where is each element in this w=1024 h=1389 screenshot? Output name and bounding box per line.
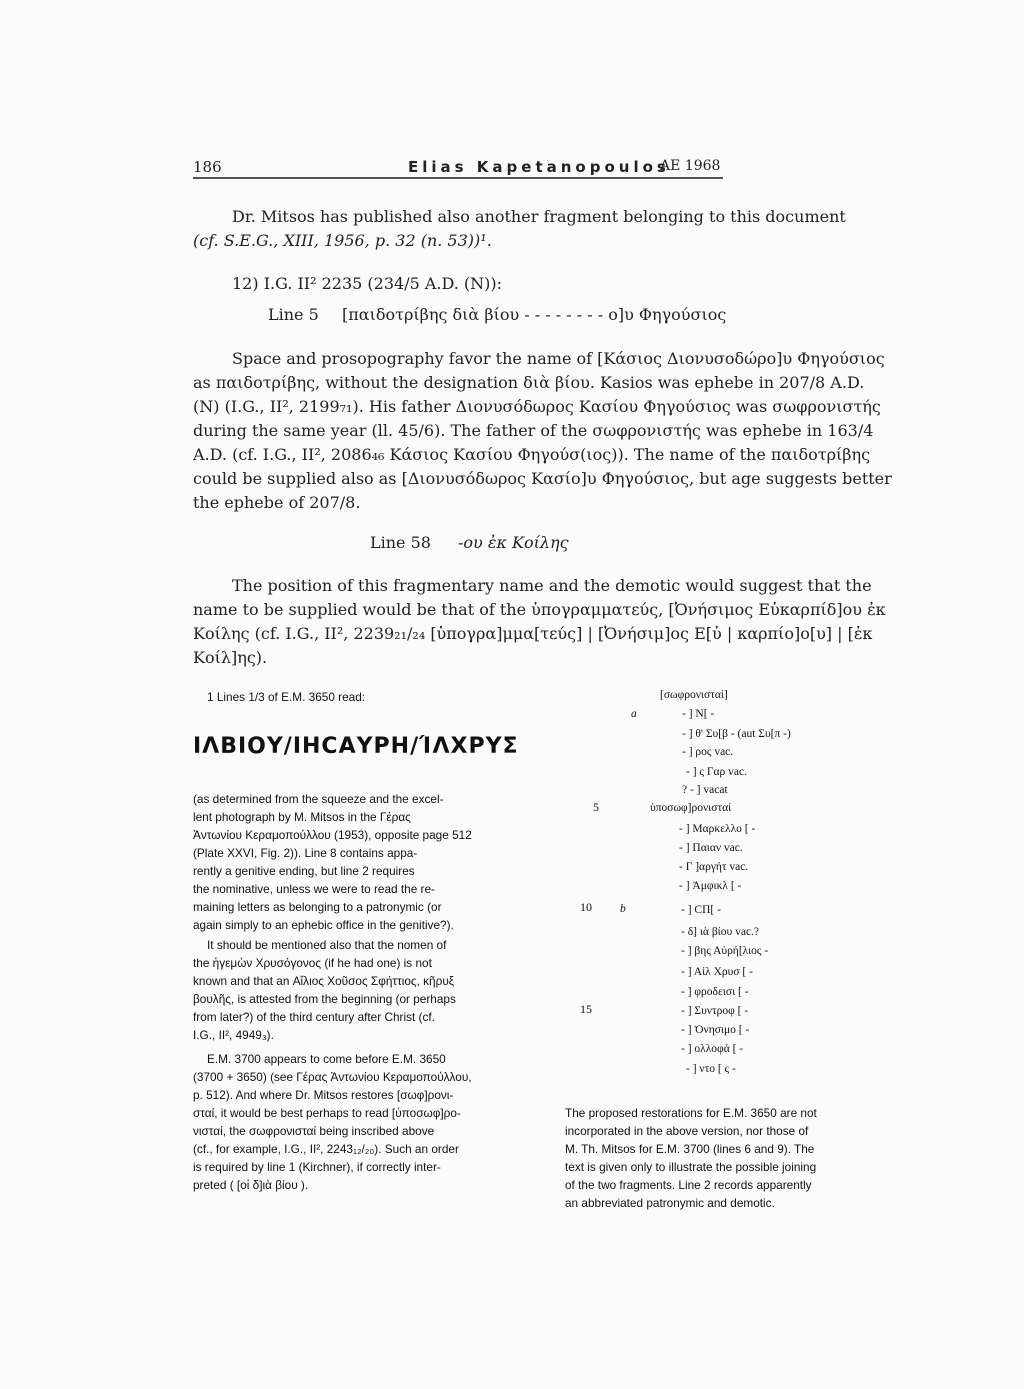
footnote-p3-line: (cf., for example, I.G., II², 2243₁₂/₂₀). Such an order [193, 1142, 459, 1156]
para2-line: Κοίλ]ης). [193, 648, 268, 667]
running-head-author: Elias Kapetanopoulos [408, 158, 670, 176]
footnote-p1-line: (Plate XXVI, Fig. 2)). Line 8 contains appa- [193, 846, 418, 860]
footnote-p1-line: lent photograph by M. Mitsos in the Γέρας [193, 810, 411, 824]
inscription-row: - ] Ὀνησιμο [ - [681, 1024, 750, 1036]
para1-line: A.D. (cf. I.G., II², 2086₄₆ Κάσιος Κασίου Φηγούσ(ιος)). The name of the παιδοτρίβης [193, 445, 871, 464]
header-rule [193, 177, 723, 179]
inscription-row: - ] Παιαν vac. [679, 842, 743, 854]
footnote-p3-line: preted ( [οἱ δ]ιὰ βίου ). [193, 1178, 309, 1192]
footnote-intro: 1 Lines 1/3 of E.M. 3650 read: [207, 690, 366, 704]
inscription-row: - ] Αἰλ Χρυσ [ - [681, 966, 753, 978]
footnote-p2-line: I.G., II², 4949₃). [193, 1028, 274, 1042]
line-58-label: Line 58 [370, 533, 431, 552]
footnote-p1-line: (as determined from the squeeze and the excel- [193, 792, 444, 806]
inscription-row: - Γ ]αργήτ vac. [679, 861, 749, 873]
inscription-note-line: The proposed restorations for E.M. 3650 are not [565, 1106, 817, 1120]
footnote-p2-line: It should be mentioned also that the nomen of [207, 938, 447, 952]
inscription-row: - ] Μαρκελλο [ - [679, 823, 756, 835]
footnote-p3-line: E.M. 3700 appears to come before E.M. 3650 [207, 1052, 446, 1066]
para1-line: during the same year (ll. 45/6). The father of the σωφρονιστής was ephebe in 163/4 [193, 421, 874, 440]
inscription-row: - ] CΠ[ - [681, 904, 721, 916]
inscription-note-line: M. Th. Mitsos for E.M. 3700 (lines 6 and 9). The [565, 1142, 815, 1156]
footnote-p3-line: p. 512). And where Dr. Mitsos restores [σωφ]ρονι- [193, 1088, 454, 1102]
inscription-row: - ] ντο [ ς - [686, 1063, 736, 1075]
inscription-row: [σωφρονισταί] [660, 689, 728, 701]
inscription-row: - ] ς Γαρ vac. [686, 766, 747, 778]
inscription-row: - ] ρος vac. [682, 746, 734, 758]
page-number: 186 [193, 158, 222, 176]
para1-line: Space and prosopography favor the name of [Κάσιος Διονυσοδώρο]υ Φηγούσιος [232, 349, 885, 368]
footnote-p3-line: is required by line 1 (Kirchner), if correctly inter- [193, 1160, 441, 1174]
inscription-row: - ] Ἀμφικλ [ - [679, 880, 742, 892]
inscription-note-line: of the two fragments. Line 2 records apparently [565, 1178, 812, 1192]
para2-line: Κοίλης (cf. I.G., II², 2239₂₁/₂₄ [ὑπογρα]μμα[τεύς] | [Ὀνήσιμ]ος Ε[ὐ | καρπίο]ο[υ] | [ἐκ [193, 624, 873, 643]
para1-line: the ephebe of 207/8. [193, 493, 361, 512]
footnote-p2-line: known and that an Αἴλιος Χοῦσος Σφήττιος, κῆρυξ [193, 974, 455, 988]
inscription-note-line: an abbreviated patronymic and demotic. [565, 1196, 775, 1210]
para2-line: name to be supplied would be that of the ὑπογραμματεύς, [Ὀνήσιμος Εὐκαρπίδ]ου ἐκ [193, 600, 886, 619]
line-58-text: -ου ἐκ Κοίλης [458, 533, 569, 552]
inscription-row: - ] Συντροφ [ - [681, 1005, 749, 1017]
para1-line: (N) (I.G., II², 2199₇₁). His father Διονυσόδωρος Κασίου Φηγούσιος was σωφρονιστής [193, 397, 881, 416]
inscription-row: - ] βης Αὐρή[λιος - [681, 945, 769, 957]
fragment-mark-a: a [631, 708, 637, 720]
inscription-row: - δ] ιὰ βίου vac.? [681, 926, 760, 938]
running-head-journal: ΑΕ 1968 [660, 158, 721, 174]
intro-line-1: Dr. Mitsos has published also another fragment belonging to this document [232, 207, 846, 226]
section-12-line-label: Line 5 [268, 305, 319, 324]
footnote-p1-line: maining letters as belonging to a patronymic (or [193, 900, 442, 914]
section-12-line-text: [παιδοτρίβης διὰ βίου - - - - - - - - ο]υ Φηγούσιος [342, 305, 727, 324]
line-number: 15 [580, 1002, 592, 1016]
inscription-note-line: incorporated in the above version, nor those of [565, 1124, 809, 1138]
footnote-p3-line: νισταί, the σωφρονισταί being inscribed above [193, 1124, 435, 1138]
footnote-p3-line: (3700 + 3650) (see Γέρας Ἀντωνίου Κεραμοπούλλου, [193, 1070, 472, 1084]
footnote-p2-line: βουλῆς, is attested from the beginning (or perhaps [193, 992, 456, 1006]
footnote-p3-line: σταί, it would be best perhaps to read [ὑποσωφ]ρο- [193, 1106, 461, 1120]
section-12-heading: 12) I.G. II² 2235 (234/5 A.D. (N)): [232, 274, 503, 293]
inscription-row: - ] Ν[ - [682, 708, 715, 720]
inscription-rendering: ΙΛΒΙΟΥ/ΙΗCΑΥΡΗ/ΊΛΧΡΥΣ [193, 734, 519, 759]
fragment-mark-b: b [620, 903, 626, 915]
footnote-p1-line: again simply to an ephebic office in the genitive?). [193, 918, 454, 932]
inscription-row: ? - ] vacat [682, 784, 728, 796]
footnote-p1-line: rently a genitive ending, but line 2 requires [193, 864, 415, 878]
intro-line-2: (cf. S.E.G., XIII, 1956, p. 32 (n. 53))¹. [193, 231, 492, 250]
inscription-row: ὑποσωφ]ρονισταί [650, 802, 732, 814]
para2-line: The position of this fragmentary name and the demotic would suggest that the [232, 576, 872, 595]
para1-line: could be supplied also as [Διονυσόδωρος Κασίο]υ Φηγούσιος, but age suggests better [193, 469, 892, 488]
inscription-row: - ] ολλοφά [ - [681, 1043, 744, 1055]
footnote-p1-line: the nominative, unless we were to read the re- [193, 882, 435, 896]
line-number: 10 [580, 900, 592, 914]
inscription-row: - ] θ' Συ[β - (aut Συ[π -) [682, 728, 791, 740]
inscription-row: - ] φροδεισι [ - [681, 986, 749, 998]
footnote-p2-line: from later?) of the third century after Christ (cf. [193, 1010, 435, 1024]
footnote-p2-line: the ἡγεμὼν Χρυσόγονος (if he had one) is not [193, 956, 432, 970]
para1-line: as παιδοτρίβης, without the designation διὰ βίου. Kasios was ephebe in 207/8 A.D. [193, 373, 865, 392]
inscription-note-line: text is given only to illustrate the possible joining [565, 1160, 817, 1174]
line-number: 5 [593, 800, 599, 814]
footnote-p1-line: Ἀντωνίου Κεραμοπούλλου (1953), opposite page 512 [193, 828, 472, 842]
